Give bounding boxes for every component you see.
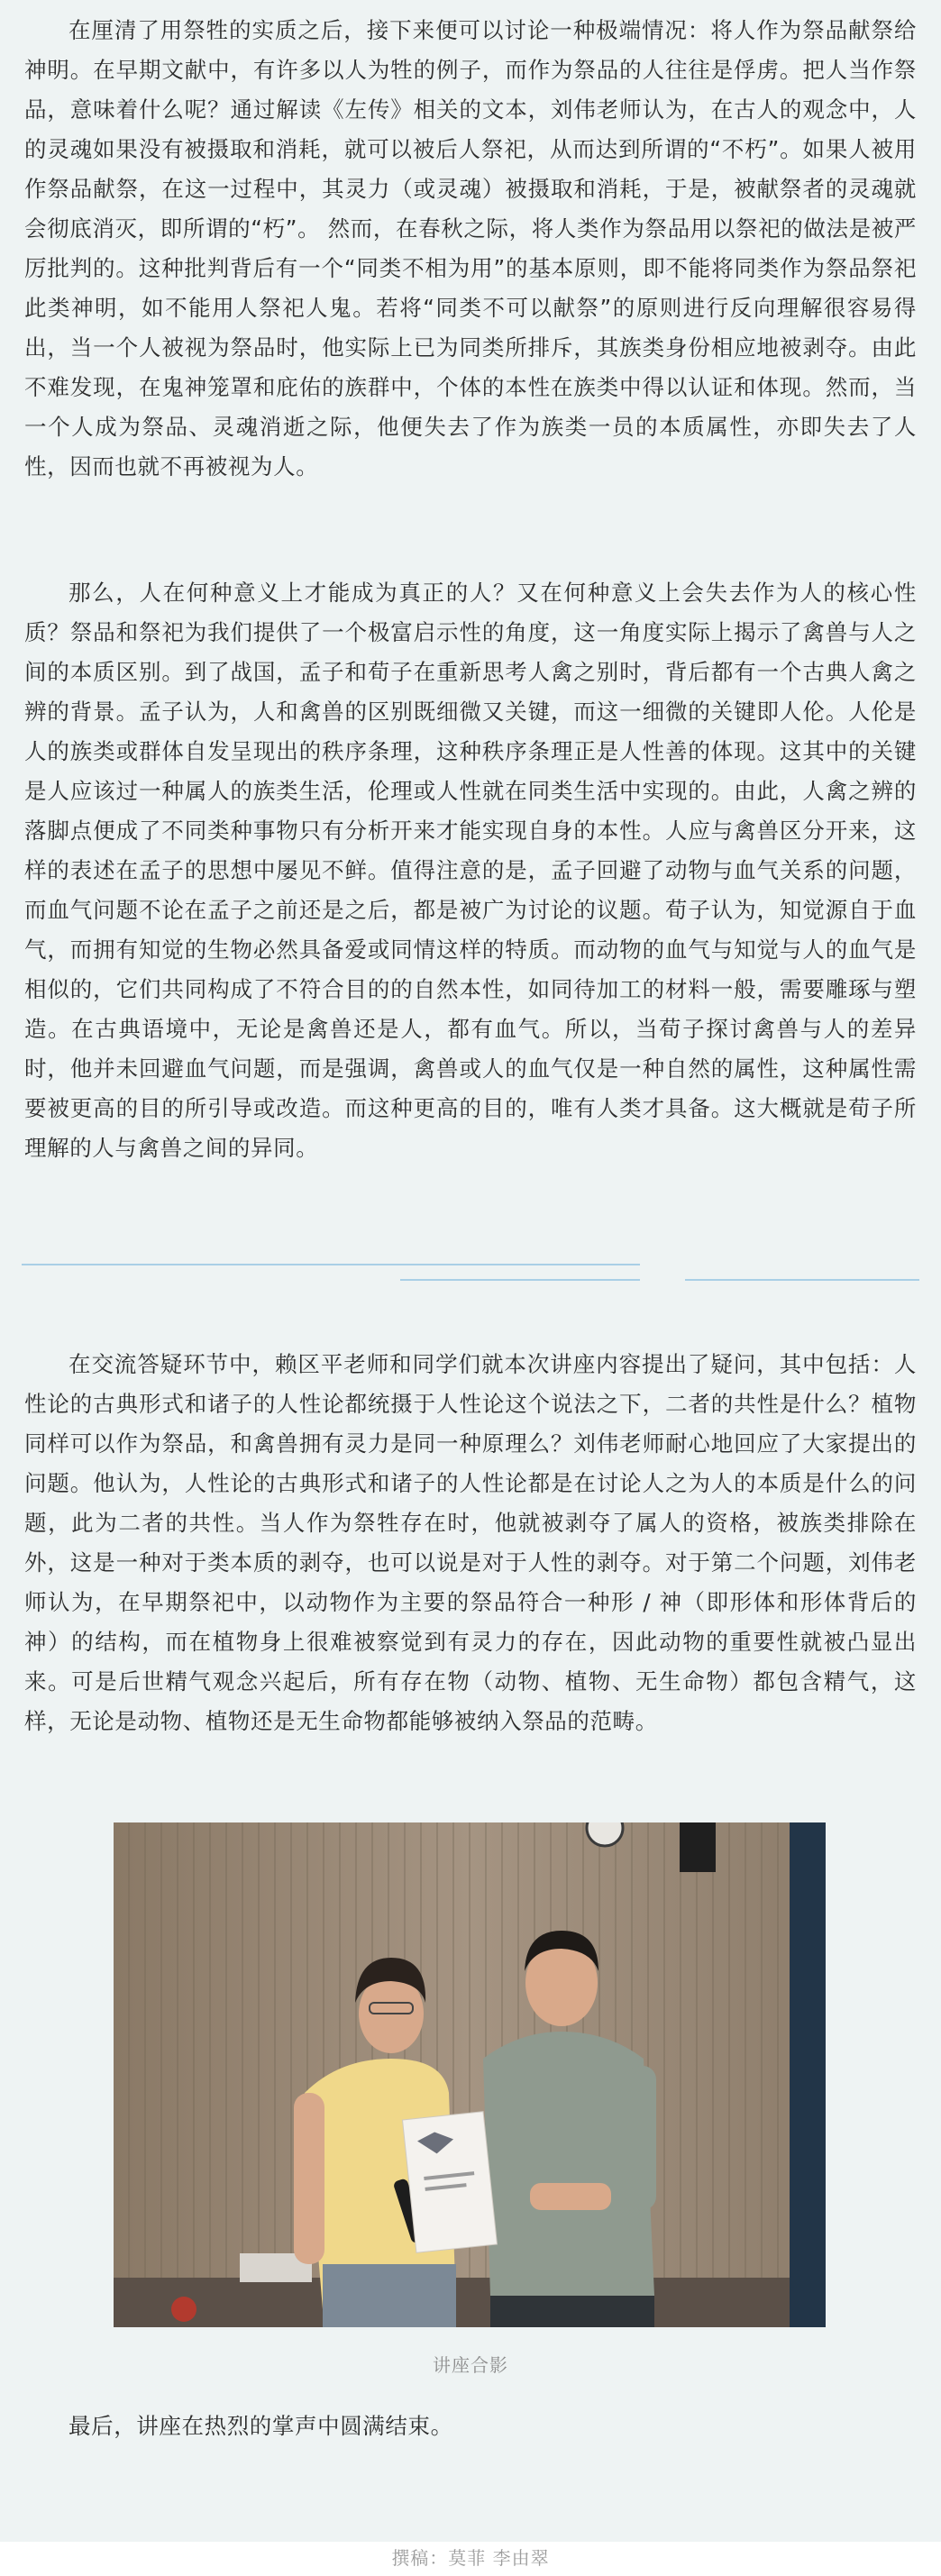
divider-line-middle bbox=[400, 1279, 640, 1281]
group-photo-image bbox=[114, 1822, 826, 2327]
paragraph-4: 最后，讲座在热烈的掌声中圆满结束。 bbox=[69, 2413, 453, 2439]
divider-line-right bbox=[685, 1279, 919, 1281]
paragraph-3: 在交流答疑环节中，赖区平老师和同学们就本次讲座内容提出了疑问，其中包括：人性论的古典形式和诸子的人性论都统摄于人性论这个说法之下，二者的共性是什么？植物同样可以作为祭品，和禽兽拥有灵力是同一种原理么？刘伟老师耐心地回应了大家提出的问题。他认为，人性论的古典形式和诸子的人性论都是在讨论人之为人的本质是什么的问题，此为二者的共性。当人作为祭牲存在时，他就被剥夺了属人的资格，被族类排除在外，这是一种对于类本质的剥夺，也可以说是对于人性的剥夺。对于第二个问题，刘伟老师认为，在早期祭祀中，以动物作为主要的祭品符合一种形 / 神（即形体和形体背后的神）的结构，而在植物身上很难被察觉到有灵力的存在，因此动物的重要性就被凸显出来。可是后世精气观念兴起后，所有存在物（动物、植物、无生命物）都包含精气，这样，无论是动物、植物还是无生命物都能够被纳入祭品的范畴。 bbox=[24, 1351, 917, 1734]
group-photo bbox=[114, 1822, 826, 2327]
paragraph-2: 那么，人在何种意义上才能成为真正的人？又在何种意义上会失去作为人的核心性质？祭品和祭祀为我们提供了一个极富启示性的角度，这一角度实际上揭示了禽兽与人之间的本质区别。到了战国，孟子和荀子在重新思考人禽之别时，背后都有一个古典人禽之辨的背景。孟子认为，人和禽兽的区别既细微又关键，而这一细微的关键即人伦。人伦是人的族类或群体自发呈现出的秩序条理，这种秩序条理正是人性善的体现。这其中的关键是人应该过一种属人的族类生活，伦理或人性就在同类生活中实现的。由此，人禽之辨的落脚点便成了不同类种事物只有分析开来才能实现自身的本性。人应与禽兽区分开来，这样的表述在孟子的思想中屡见不鲜。值得注意的是，孟子回避了动物与血气关系的问题，而血气问题不论在孟子之前还是之后，都是被广为讨论的议题。荀子认为，知觉源自于血气，而拥有知觉的生物必然具备爱或同情这样的特质。而动物的血气与知觉与人的血气是相似的，它们共同构成了不符合目的的自然本性，如同待加工的材料一般，需要雕琢与塑造。在古典语境中，无论是禽兽还是人，都有血气。所以，当荀子探讨禽兽与人的差异时，他并未回避血气问题，而是强调，禽兽或人的血气仅是一种自然的属性，这种属性需要被更高的目的所引导或改造。而这种更高的目的，唯有人类才具备。这大概就是荀子所理解的人与禽兽之间的异同。 bbox=[24, 580, 917, 1161]
paragraph-1: 在厘清了用祭牲的实质之后，接下来便可以讨论一种极端情况：将人作为祭品献祭给神明。在早期文献中，有许多以人为牲的例子，而作为祭品的人往往是俘虏。把人当作祭品，意味着什么呢？通过解读《左传》相关的文本，刘伟老师认为，在古人的观念中，人的灵魂如果没有被摄取和消耗，就可以被后人祭祀，从而达到所谓的“不朽”。如果人被用作祭品献祭，在这一过程中，其灵力（或灵魂）被摄取和消耗，于是，被献祭者的灵魂就会彻底消灭，即所谓的“朽”。 然而，在春秋之际，将人类作为祭品用以祭祀的做法是被严厉批判的。这种批判背后有一个“同类不相为用”的基本原则，即不能将同类作为祭品祭祀此类神明，如不能用人祭祀人鬼。若将“同类不可以献祭”的原则进行反向理解很容易得出，当一个人被视为祭品时，他实际上已为同类所排斥，其族类身份相应地被剥夺。由此不难发现，在鬼神笼罩和庇佑的族群中，个体的本性在族类中得以认证和体现。然而，当一个人成为祭品、灵魂消逝之际，他便失去了作为族类一员的本质属性，亦即失去了人性，因而也就不再被视为人。 bbox=[24, 17, 917, 480]
divider-line-left bbox=[22, 1264, 640, 1265]
author-credit: 撰稿：莫菲 李由翠 bbox=[391, 2547, 550, 2569]
photo-caption: 讲座合影 bbox=[433, 2354, 508, 2376]
